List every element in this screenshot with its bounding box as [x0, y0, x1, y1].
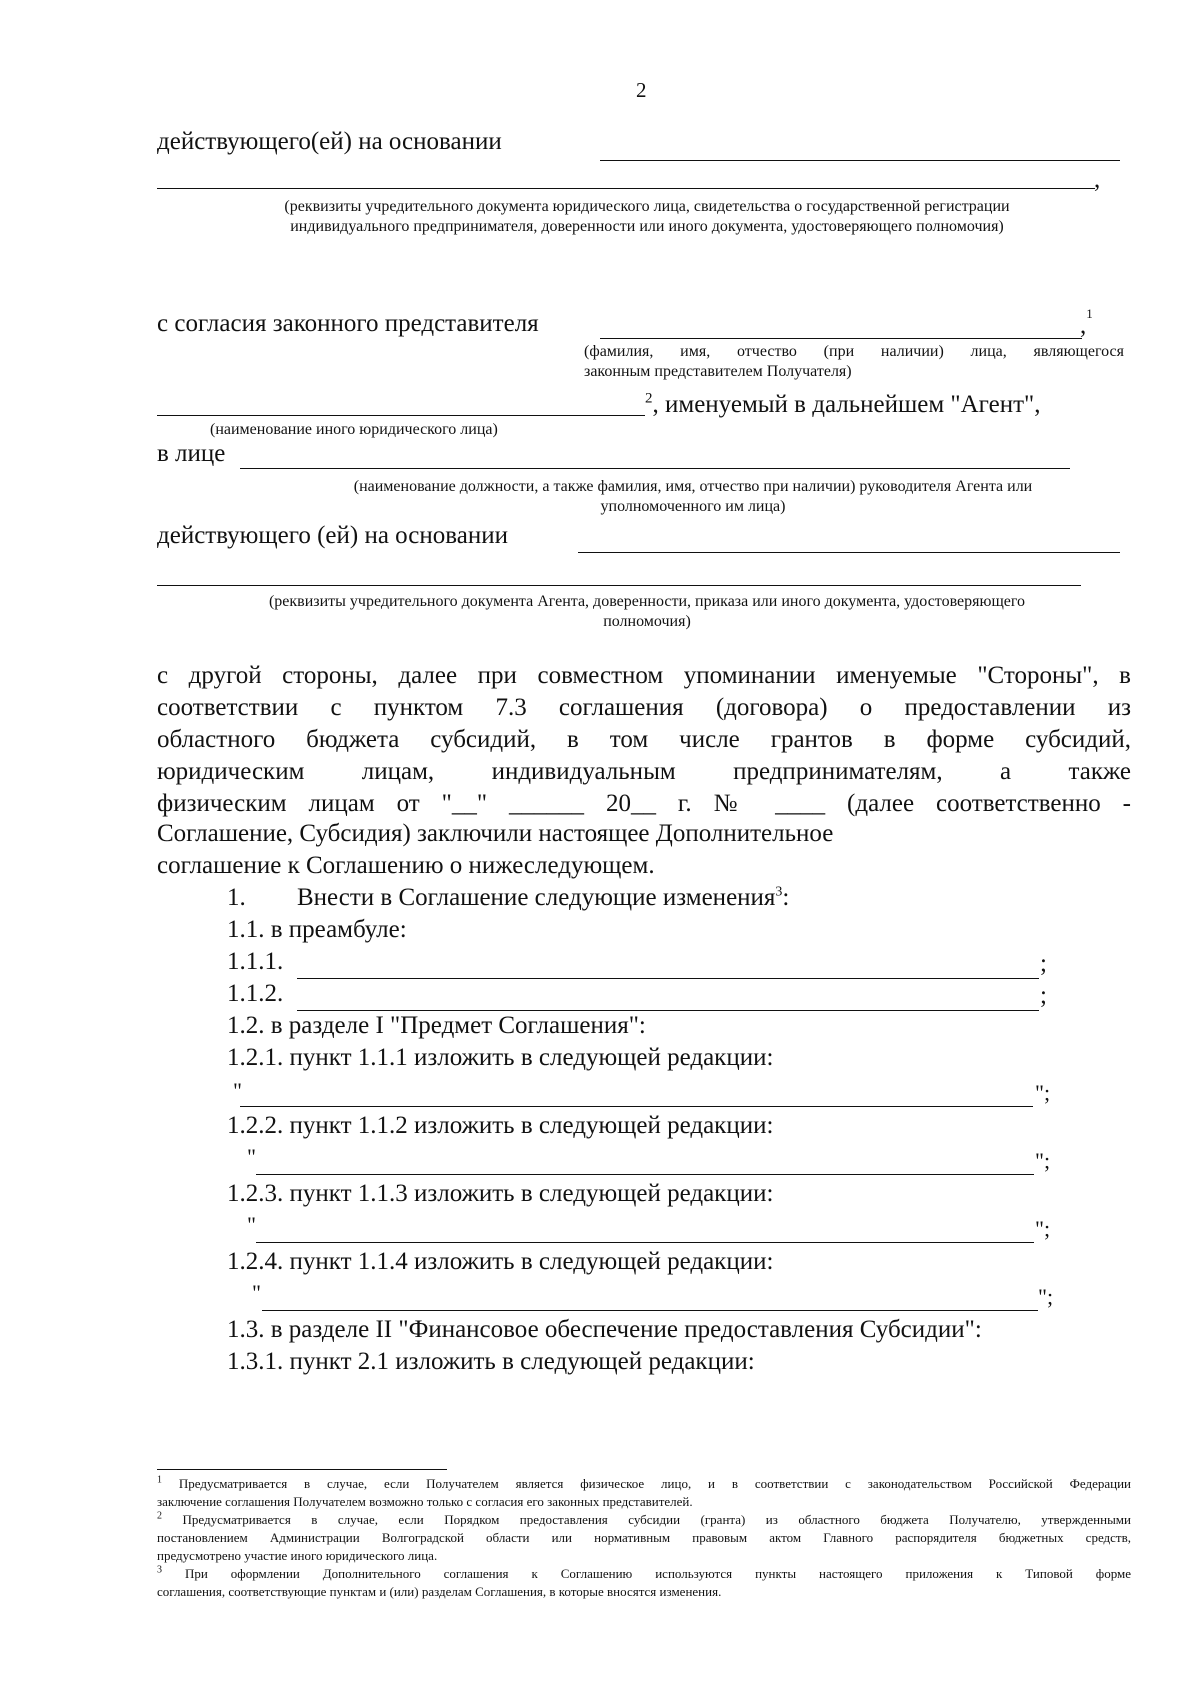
item-1-3: 1.3. в разделе II "Финансовое обеспечение предоставления Субсидии":	[227, 1316, 982, 1343]
basis-fill-line-2[interactable]	[157, 188, 1095, 189]
footnote-2: $^2$ Предусматривается в случае, если Порядком предоставления субсидии (гранта) из областного бюджета Получателю, утвержденными	[157, 1510, 1131, 1527]
paragraph-line-3: областного бюджета субсидий, в том числе грантов в форме субсидий,	[157, 726, 1131, 753]
close-quote: ";	[1035, 1080, 1051, 1105]
item-1-2-1: 1.2.1. пункт 1.1.1 изложить в следующей редакции:	[227, 1044, 774, 1071]
caption-agent-name: (наименование иного юридического лица)	[210, 421, 498, 438]
caption-representative: (фамилия, имя, отчество (при наличии) лица, являющегося законным представителем Получателя)	[584, 343, 1124, 380]
caption-agent-basis: (реквизиты учредительного документа Агента, доверенности, приказа или иного документа, удостоверяющего полномочия)	[268, 593, 1026, 630]
paragraph-line-1: с другой стороны, далее при совместном упоминании именуемые "Стороны", в	[157, 662, 1131, 689]
footnote-2-cont-2: предусмотрено участие иного юридического лица.	[157, 1548, 438, 1563]
agent-basis-fill-line[interactable]	[578, 552, 1120, 553]
footnote-3: $^3$ При оформлении Дополнительного соглашения к Соглашению используются пункты настоящего приложения к Типовой форме	[157, 1564, 1132, 1581]
footnotes	[157, 1475, 1131, 1601]
open-quote: "	[247, 1144, 256, 1169]
basis-fill-line[interactable]	[600, 160, 1120, 161]
open-quote: "	[252, 1280, 261, 1305]
consent-mark: ,$^1$	[1080, 305, 1093, 339]
semicolon: ;	[1040, 950, 1047, 977]
footnote-separator	[157, 1469, 447, 1470]
item-1-2-4-fill-line[interactable]	[262, 1310, 1038, 1311]
semicolon: ;	[1040, 982, 1047, 1009]
agent-basis-fill-line-2[interactable]	[157, 585, 1081, 586]
agent-name-line[interactable]	[157, 415, 645, 416]
close-quote: ";	[1035, 1148, 1051, 1173]
caption-requisites: (реквизиты учредительного документа юридического лица, свидетельства о государственной регистрации индивидуального предпринимателя, доверенности или иного документа, удостоверяющего полномочия)	[284, 198, 1010, 235]
item-1-2-2: 1.2.2. пункт 1.1.2 изложить в следующей редакции:	[227, 1112, 774, 1139]
item-1-1-1: 1.1.1.	[227, 948, 284, 975]
item-1-2-2-fill-line[interactable]	[256, 1174, 1034, 1175]
item-1-2-3: 1.2.3. пункт 1.1.3 изложить в следующей редакции:	[227, 1180, 774, 1207]
item-1-1-2: 1.1.2.	[227, 980, 284, 1007]
open-quote: "	[233, 1078, 242, 1103]
item-1-1: 1.1. в преамбуле:	[227, 916, 407, 943]
item-1-3-1: 1.3.1. пункт 2.1 изложить в следующей редакции:	[227, 1348, 755, 1375]
representative-fill-line[interactable]	[600, 338, 1082, 339]
item-1-1-2-fill-line[interactable]	[297, 1010, 1039, 1011]
item-1-2: 1.2. в разделе I "Предмет Соглашения":	[227, 1012, 646, 1039]
acting-basis-label-agent: действующего (ей) на основании	[157, 522, 508, 549]
item-1-2-3-fill-line[interactable]	[256, 1242, 1034, 1243]
face-label: в лице	[157, 440, 226, 467]
footnote-2-cont: постановлением Администрации Волгоградской области или нормативным правовым актом Главного распорядителя бюджетных средств,	[157, 1530, 1131, 1545]
acting-basis-label: действующего(ей) на основании	[157, 128, 502, 155]
close-quote: ";	[1038, 1284, 1054, 1309]
item-1-1-1-fill-line[interactable]	[297, 978, 1039, 979]
item-1-text: Внести в Соглашение следующие изменения$^3$:	[297, 884, 790, 911]
open-quote: "	[247, 1212, 256, 1237]
item-1-2-4: 1.2.4. пункт 1.1.4 изложить в следующей редакции:	[227, 1248, 774, 1275]
paragraph-line-2: соответствии с пунктом 7.3 соглашения (договора) о предоставлении из	[157, 694, 1131, 721]
paragraph-line-6: Соглашение, Субсидия) заключили настоящее Дополнительное	[157, 820, 834, 847]
close-quote: ";	[1035, 1216, 1051, 1241]
item-1-2-1-fill-line[interactable]	[240, 1106, 1033, 1107]
caption-face: (наименование должности, а также фамилия, имя, отчество при наличии) руководителя Агента или уполномоченного им лица)	[353, 478, 1033, 515]
consent-label: с согласия законного представителя	[157, 310, 539, 337]
footnote-3-cont: соглашения, соответствующие пунктам и (или) разделам Соглашения, в которые вносятся изменения.	[157, 1584, 722, 1599]
face-fill-line[interactable]	[240, 468, 1070, 469]
footnote-1-cont: заключение соглашения Получателем возможно только с согласия его законных представителей.	[157, 1494, 693, 1509]
paragraph-line-4: юридическим лицам, индивидуальным предпринимателям, а также	[157, 758, 1131, 785]
agent-text: $^2$, именуемый в дальнейшем "Агент",	[645, 390, 1041, 418]
paragraph-line-5: физическим лицам от "__" ______ 20__ г. № ____ (далее соответственно -	[157, 790, 1131, 817]
page-number: 2	[636, 78, 647, 102]
paragraph-line-7: соглашение к Соглашению о нижеследующем.	[157, 852, 655, 879]
item-1-number: 1.	[227, 884, 246, 911]
footnote-1: $^1$ Предусматривается в случае, если Получателем является физическое лицо, и в соответствии с законодательством Российской Федерации	[157, 1474, 1131, 1491]
comma: ,	[1094, 166, 1101, 193]
